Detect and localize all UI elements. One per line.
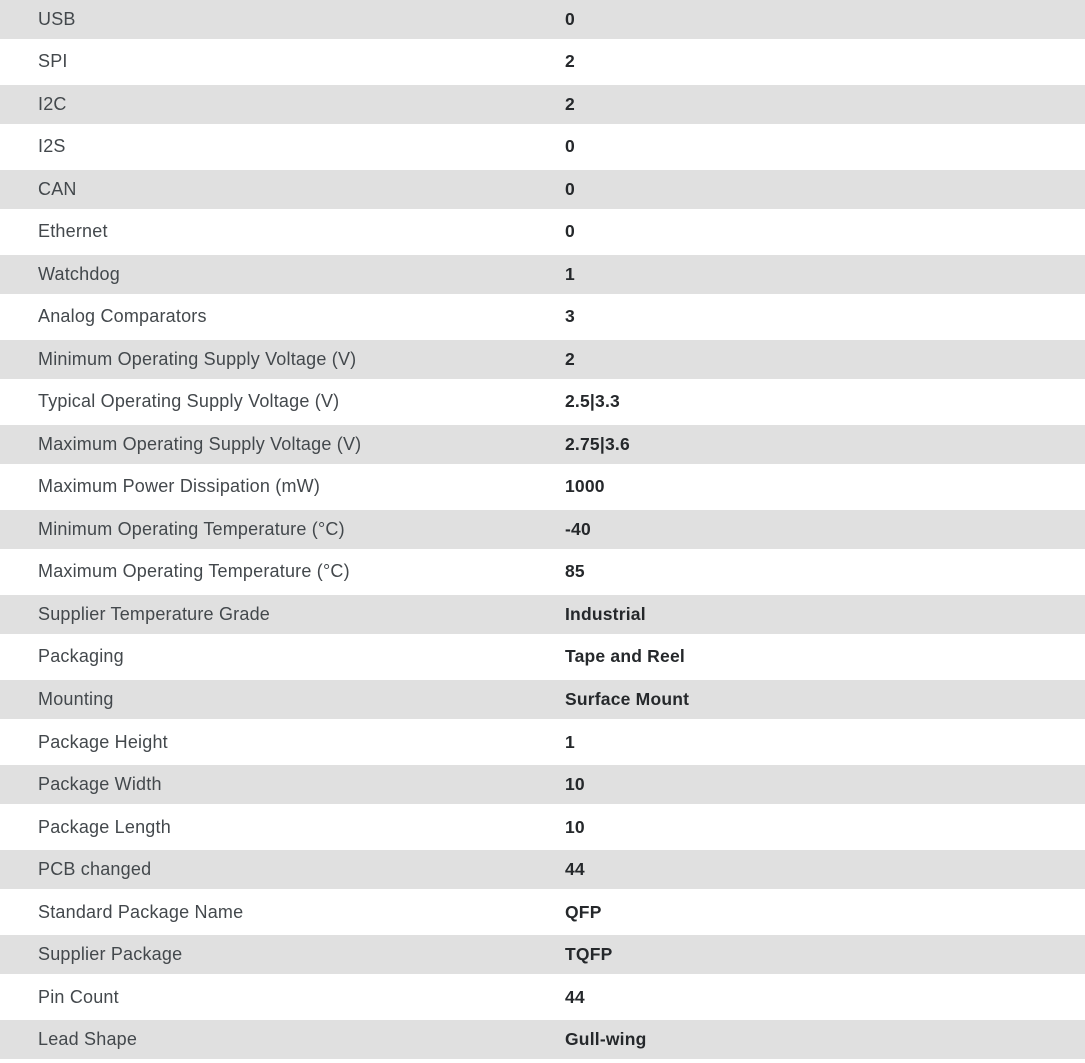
spec-label: Packaging — [38, 646, 124, 667]
spec-label: Maximum Power Dissipation (mW) — [38, 476, 321, 497]
spec-label: Mounting — [38, 689, 114, 709]
table-row — [0, 170, 1085, 213]
spec-value: 0 — [565, 178, 575, 199]
spec-label: Ethernet — [38, 221, 108, 242]
spec-value: 2 — [565, 51, 575, 72]
table-row — [0, 808, 1085, 851]
table-row — [0, 595, 1085, 638]
spec-value: TQFP — [565, 944, 613, 965]
spec-value: 1 — [565, 263, 575, 284]
table-row — [0, 383, 1085, 426]
table-row — [0, 935, 1085, 978]
spec-label: CAN — [38, 178, 77, 199]
table-row — [0, 128, 1085, 171]
spec-value: 0 — [565, 136, 575, 157]
spec-value: 2 — [565, 348, 575, 369]
table-row — [0, 850, 1085, 893]
table-row — [0, 978, 1085, 1021]
spec-value: 10 — [565, 816, 585, 837]
table-row — [0, 680, 1085, 723]
table-row — [0, 468, 1085, 511]
spec-value: Surface Mount — [565, 689, 690, 709]
spec-label: SPI — [38, 51, 68, 72]
spec-value: 0 — [565, 8, 575, 29]
spec-label: Watchdog — [38, 263, 120, 284]
table-row — [0, 425, 1085, 468]
table-row — [0, 765, 1085, 808]
table-row — [0, 255, 1085, 298]
table-row — [0, 510, 1085, 553]
table-row — [0, 340, 1085, 383]
spec-label: Package Width — [38, 774, 162, 795]
spec-value: 3 — [565, 306, 575, 327]
spec-value: QFP — [565, 901, 602, 922]
table-row — [0, 85, 1085, 128]
table-row — [0, 1020, 1085, 1063]
spec-value: 2.5|3.3 — [565, 391, 620, 412]
spec-value: 2 — [565, 93, 575, 114]
table-row — [0, 298, 1085, 341]
spec-label: Package Height — [38, 731, 168, 752]
spec-value: 0 — [565, 221, 575, 242]
spec-value: 1 — [565, 731, 575, 752]
table-row — [0, 723, 1085, 766]
spec-label: Maximum Operating Temperature (°C) — [38, 561, 350, 582]
spec-label: Package Length — [38, 816, 171, 837]
spec-label: Pin Count — [38, 986, 119, 1007]
table-row — [0, 213, 1085, 256]
spec-label: Typical Operating Supply Voltage (V) — [38, 391, 340, 412]
spec-value: -40 — [565, 518, 591, 539]
table-row — [0, 553, 1085, 596]
spec-value: 1000 — [565, 476, 605, 497]
spec-label: Minimum Operating Supply Voltage (V) — [38, 348, 357, 369]
spec-value: Gull-wing — [565, 1029, 647, 1050]
spec-value: Industrial — [565, 603, 646, 624]
spec-label: Minimum Operating Temperature (°C) — [38, 518, 345, 539]
spec-label: Lead Shape — [38, 1029, 138, 1050]
spec-label: Standard Package Name — [38, 901, 244, 922]
table-row — [0, 0, 1085, 43]
table-row — [0, 43, 1085, 86]
spec-label: PCB changed — [38, 859, 152, 880]
spec-label: Analog Comparators — [38, 306, 207, 327]
spec-label: I2C — [38, 93, 67, 114]
spec-value: Tape and Reel — [565, 646, 685, 667]
spec-value: 44 — [565, 986, 585, 1007]
spec-value: 44 — [565, 859, 585, 880]
spec-label: Maximum Operating Supply Voltage (V) — [38, 433, 362, 454]
table-row — [0, 638, 1085, 681]
spec-value: 10 — [565, 774, 585, 795]
spec-value: 2.75|3.6 — [565, 433, 630, 454]
spec-label: Supplier Temperature Grade — [38, 603, 270, 624]
spec-label: USB — [38, 8, 76, 29]
table-row — [0, 893, 1085, 936]
spec-label: Supplier Package — [38, 944, 183, 965]
spec-label: I2S — [38, 136, 66, 157]
spec-value: 85 — [565, 561, 585, 582]
